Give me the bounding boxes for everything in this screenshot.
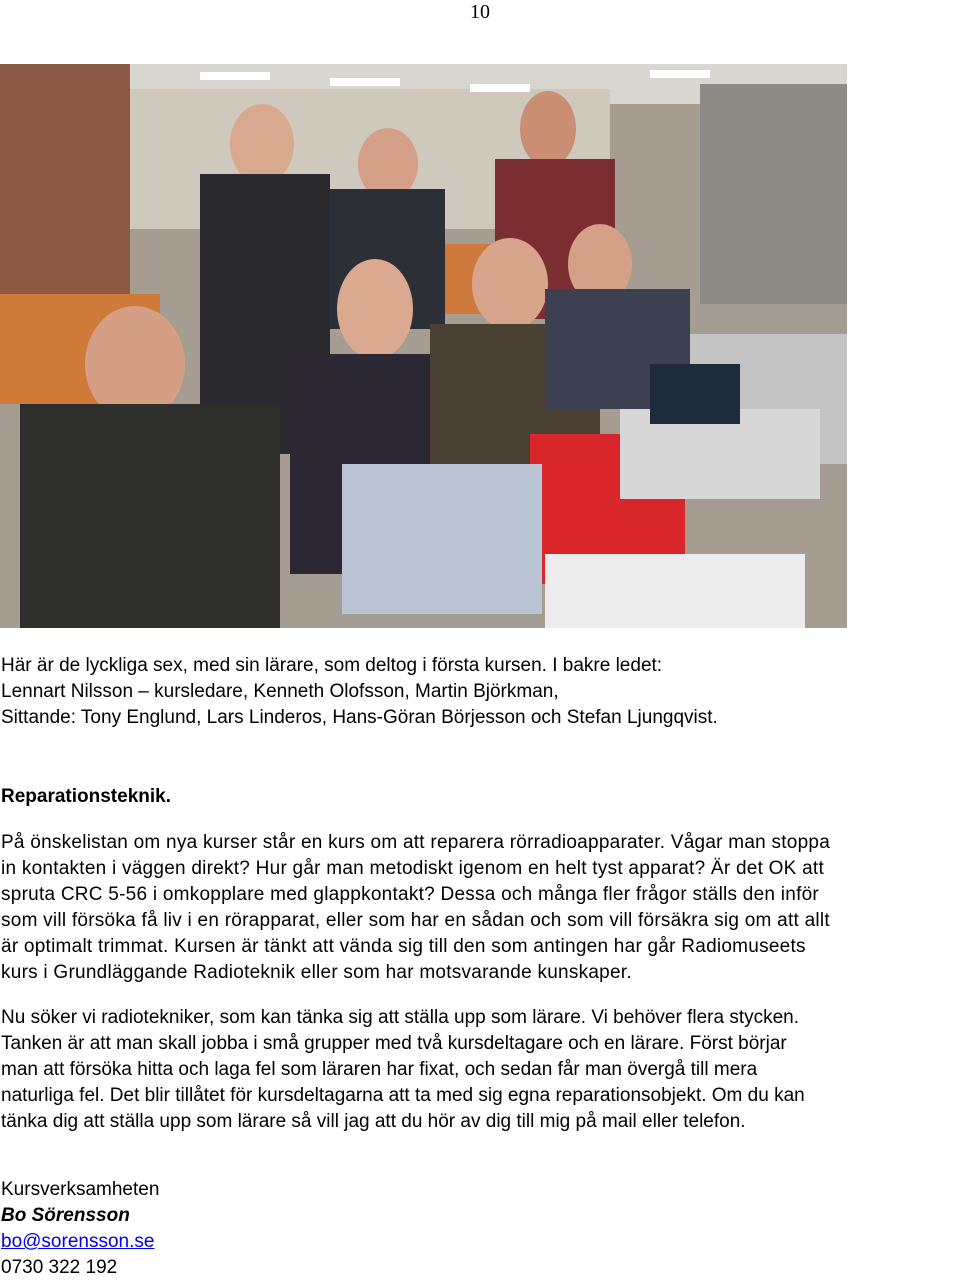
caption-line: Lennart Nilsson – kursledare, Kenneth Olofsson, Martin Björkman, [1, 681, 559, 702]
paragraph-line: Nu söker vi radiotekniker, som kan tänka sig att ställa upp som lärare. Vi behöver flera stycken. [1, 1007, 800, 1028]
caption-line: Här är de lyckliga sex, med sin lärare, som deltog i första kursen. I bakre ledet: [1, 655, 663, 676]
paragraph-course-description [1, 830, 959, 986]
signature-block [1, 1177, 959, 1281]
paragraph-line: in kontakten i väggen direkt? Hur går man metodiskt igenom en helt tyst apparat? Är det OK att [1, 858, 824, 879]
paragraph-line: spruta CRC 5-56 i omkopplare med glappkontakt? Dessa och många fler frågor ställs den inför [1, 884, 819, 905]
photo-caption [1, 653, 959, 731]
signature-name: Bo Sörensson [1, 1205, 130, 1226]
signature-phone: 0730 322 192 [1, 1257, 118, 1278]
group-photo [0, 64, 847, 628]
page-number: 10 [470, 1, 490, 23]
paragraph-line: som vill försöka få liv i en rörapparat, eller som har en sådan och som vill försäkra sig om att allt [1, 910, 830, 931]
signature-department: Kursverksamheten [1, 1179, 160, 1200]
paragraph-teacher-request [1, 1005, 959, 1135]
paragraph-line: På önskelistan om nya kurser står en kurs om att reparera rörradioapparater. Vågar man stoppa [1, 832, 831, 853]
paragraph-line: naturliga fel. Det blir tillåtet för kursdeltagarna att ta med sig egna reparationsobjekt. Om du kan [1, 1085, 805, 1106]
section-heading: Reparationsteknik. [1, 786, 171, 807]
signature-email-link[interactable]: bo@sorensson.se [1, 1231, 155, 1252]
caption-line: Sittande: Tony Englund, Lars Linderos, Hans-Göran Börjesson och Stefan Ljungqvist. [1, 707, 718, 728]
paragraph-line: tänka dig att ställa upp som lärare så vill jag att du hör av dig till mig på mail eller telefon. [1, 1111, 746, 1132]
paragraph-line: man att försöka hitta och laga fel som läraren har fixat, och sedan får man övergå till mera [1, 1059, 758, 1080]
paragraph-line: kurs i Grundläggande Radioteknik eller som har motsvarande kunskaper. [1, 962, 632, 983]
paragraph-line: Tanken är att man skall jobba i små grupper med två kursdeltagare och en lärare. Först börjar [1, 1033, 787, 1054]
paragraph-line: är optimalt trimmat. Kursen är tänkt att vända sig till den som antingen har går Radiomuseets [1, 936, 806, 957]
